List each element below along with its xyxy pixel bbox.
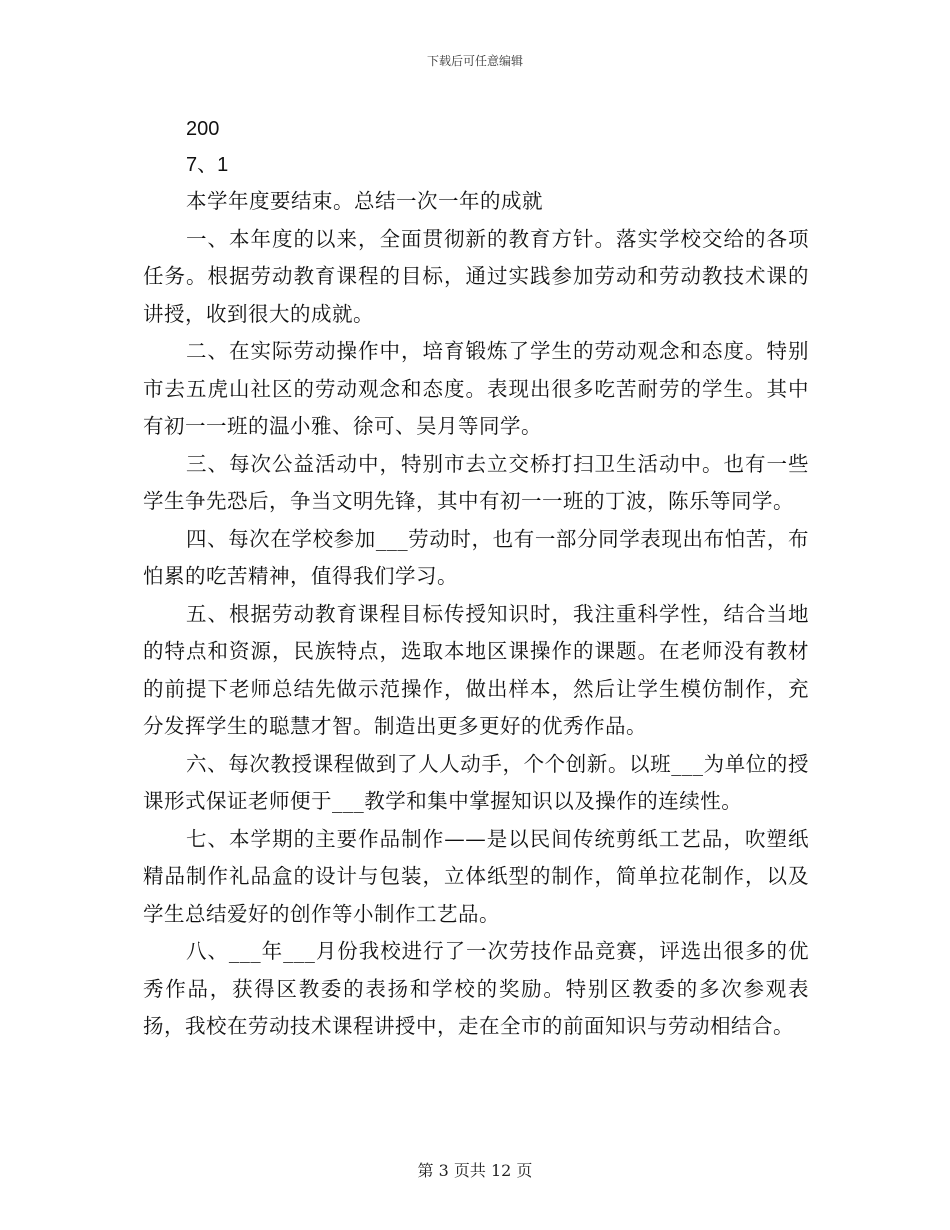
paragraph-5: 五、根据劳动教育课程目标传授知识时，我注重科学性，结合当地的特点和资源，民族特点，选取本地区课操作的课题。在老师没有教材的前提下老师总结先做示范操作，做出样本，然后让学生模仿制作，充分发挥学生的聪慧才智。制造出更多更好的优秀作品。 — [143, 601, 809, 738]
page-number-footer: 第 3 页共 12 页 — [417, 1161, 533, 1180]
page-header-note: 下载后可任意编辑 — [426, 54, 523, 68]
paragraph-6: 六、每次教授课程做到了人人动手，个个创新。以班___为单位的授课形式保证老师便于___教学和集中掌握知识以及操作的连续性。 — [143, 751, 809, 813]
paragraph-2: 二、在实际劳动操作中，培育锻炼了学生的劳动观念和态度。特别市去五虎山社区的劳动观念和态度。表现出很多吃苦耐劳的学生。其中有初一一班的温小雅、徐可、吴月等同学。 — [143, 339, 809, 438]
document-body — [143, 111, 809, 1046]
paragraph-4: 四、每次在学校参加___劳动时，也有一部分同学表现出布怕苦，布怕累的吃苦精神，值得我们学习。 — [143, 526, 809, 588]
paragraph-8: 八、___年___月份我校进行了一次劳技作品竞赛，评选出很多的优秀作品，获得区教委的表扬和学校的奖励。特别区教委的多次参观表扬，我校在劳动技术课程讲授中，走在全市的前面知识与劳动相结合。 — [143, 939, 809, 1038]
heading-year: 200 — [186, 118, 220, 140]
heading-date: 7、1 — [186, 154, 229, 176]
paragraph-7: 七、本学期的主要作品制作——是以民间传统剪纸工艺品，吹塑纸精品制作礼品盒的设计与包装，立体纸型的制作，简单拉花制作，以及学生总结爱好的创作等小制作工艺品。 — [143, 826, 809, 926]
paragraph-intro: 本学年度要结束。总结一次一年的成就 — [186, 189, 543, 213]
paragraph-1: 一、本年度的以来，全面贯彻新的教育方针。落实学校交给的各项任务。根据劳动教育课程的目标，通过实践参加劳动和劳动教技术课的讲授，收到很大的成就。 — [143, 226, 809, 326]
paragraph-3: 三、每次公益活动中，特别市去立交桥打扫卫生活动中。也有一些学生争先恐后，争当文明先锋，其中有初一一班的丁波，陈乐等同学。 — [143, 451, 809, 513]
